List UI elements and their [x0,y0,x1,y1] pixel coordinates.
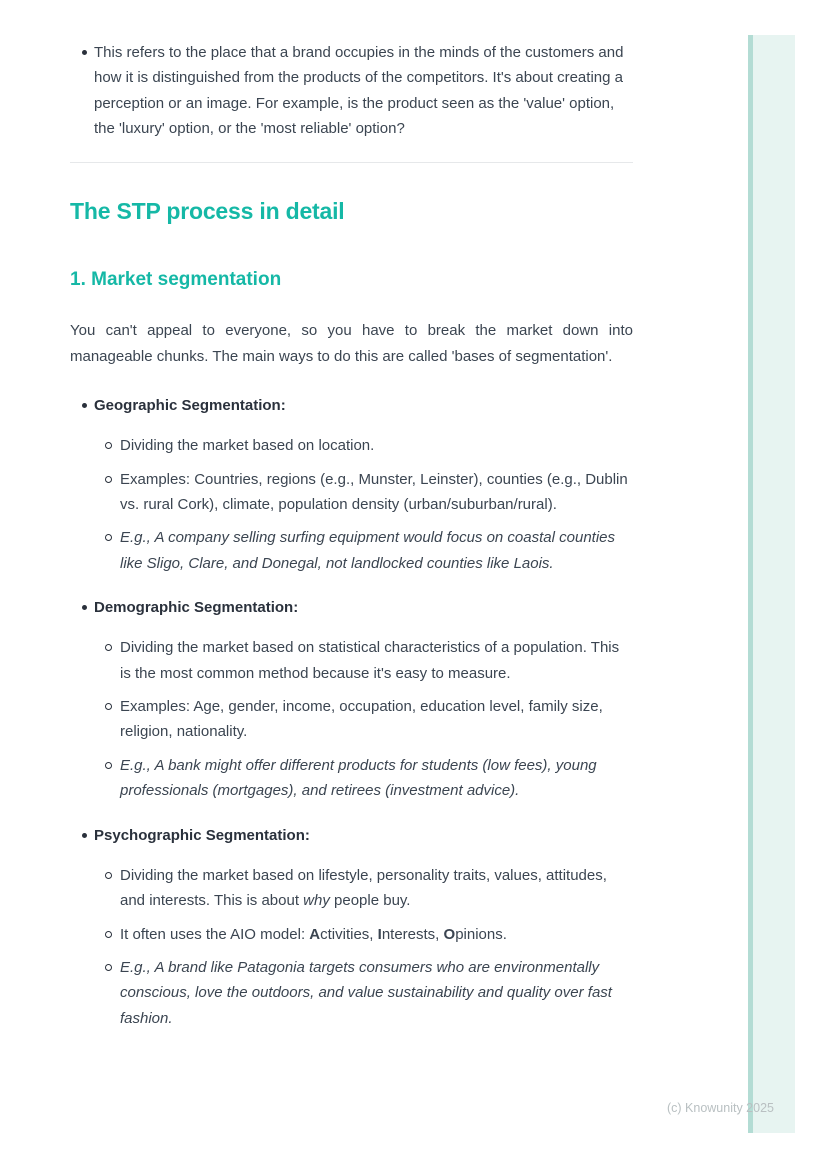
aio-run: pinions. [455,925,507,943]
intro-bullet-item [70,40,633,141]
aio-run: It often uses the AIO model: [120,925,310,943]
segment-heading: Psychographic Segmentation: [94,826,310,844]
subsection-title: 1. Market segmentation [70,269,282,291]
point-aio-model [94,922,633,947]
aio-run: nterests, [381,925,444,943]
point-examples-text: Examples: Countries, regions (e.g., Munster, Leinster), counties (e.g., Dublin vs. rural Cork), climate, population density (urban/suburban/rural). [120,470,628,514]
aio-run-bold: O [443,925,456,943]
aio-run: ctivities, [320,925,378,943]
segment-points-list [94,433,633,576]
segment-heading: Demographic Segmentation: [94,599,299,617]
section-divider [70,162,633,163]
point-definition-before: Dividing the market based on lifestyle, personality traits, values, attitudes, and interests. This is about [120,866,607,910]
segment-heading: Geographic Segmentation: [94,397,286,415]
point-definition [94,863,633,914]
section-title: The STP process in detail [70,198,345,225]
segment-item-psychographic [70,823,633,1031]
intro-bullet-text: This refers to the place that a brand occupies in the minds of the customers and how it is distinguished from the products of the competitors. It's about creating a perception or an image. For example, is the product seen as the 'value' option, the 'luxury' option, or the 'most reliable' option? [94,44,624,138]
copyright-watermark: (c) Knowunity 2025 [666,1101,774,1115]
segment-item-demographic [70,595,633,803]
page-container [70,40,633,1050]
point-example-case-text: E.g., A bank might offer different products for students (low fees), young professionals (mortgages), and retirees (investment advice). [120,756,597,800]
side-accent-bar [748,35,795,1133]
point-definition [94,635,633,686]
segment-points-list [94,863,633,1031]
aio-run-bold: A [309,925,321,943]
point-examples [94,467,633,518]
point-example-case [94,955,633,1031]
point-examples-text: Examples: Age, gender, income, occupation, education level, family size, religion, nationality. [120,698,603,741]
point-definition [94,433,633,458]
point-definition-text: Dividing the market based on location. [120,437,375,455]
segmentation-list [70,393,633,1031]
point-example-case-text: E.g., A company selling surfing equipment would focus on coastal counties like Sligo, Clare, and Donegal, not landlocked counties like Laois. [120,529,615,572]
segment-points-list [94,635,633,803]
point-example-case [94,525,633,576]
aio-run-bold: I [377,925,382,943]
intro-bullet-list [70,40,633,141]
point-definition-after: people buy. [329,892,411,910]
segment-item-geographic [70,393,633,576]
point-examples [94,694,633,745]
point-example-case [94,753,633,804]
point-example-case-text: E.g., A brand like Patagonia targets consumers who are environmentally conscious, love the outdoors, and value sustainability and quality over fast fashion. [120,958,612,1027]
point-definition-italic-word: why [303,892,330,910]
subsection-intro-paragraph: You can't appeal to everyone, so you have to break the market down into manageable chunks. The main ways to do this are called 'bases of segmentation'. [70,322,633,365]
point-definition-text: Dividing the market based on statistical characteristics of a population. This is the most common method because it's easy to measure. [120,639,620,682]
